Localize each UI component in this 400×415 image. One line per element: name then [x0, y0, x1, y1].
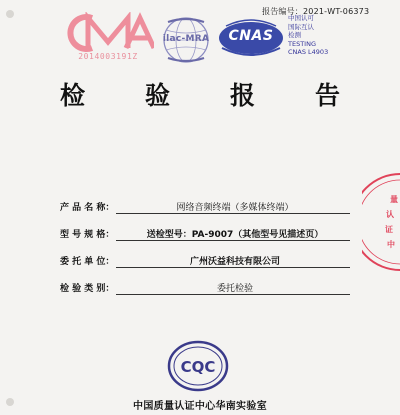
- document-title: [60, 76, 340, 112]
- title-char: 检: [60, 81, 86, 110]
- cnas-info-line: 检测: [288, 31, 301, 39]
- field-model-spec: [60, 225, 350, 241]
- cnas-info-line: TESTING: [288, 39, 316, 48]
- field-label: 型 号 规 格：: [60, 230, 115, 240]
- field-value: 广州沃益科技有限公司: [189, 257, 280, 267]
- cnas-accreditation-info: [288, 14, 328, 57]
- binding-hole: [6, 398, 14, 406]
- title-char: 验: [144, 81, 170, 110]
- cnas-info-line: 国际互认: [288, 22, 314, 31]
- field-client: [60, 252, 350, 268]
- field-label: 产 品 名 称：: [60, 203, 115, 213]
- field-underline: [116, 213, 350, 214]
- field-value: 委托检验: [216, 284, 253, 294]
- field-label: 委 托 单 位：: [60, 257, 115, 267]
- binding-hole: [6, 10, 14, 18]
- field-value: 送检型号：PA-9007（其他型号见描述页）: [146, 230, 324, 240]
- ilac-mra-text: ilac-MRA: [162, 34, 210, 44]
- svg-text:中: 中: [387, 240, 395, 249]
- cnas-mark: [218, 14, 284, 64]
- field-underline: [116, 294, 350, 295]
- seal-icon: [362, 172, 400, 272]
- svg-text:认: 认: [386, 210, 394, 219]
- field-underline: [116, 240, 350, 241]
- cqc-text: CQC: [180, 358, 216, 376]
- report-number: 报告编号：2021-WT-06373: [262, 7, 370, 16]
- title-char: 告: [314, 81, 340, 110]
- ilac-mra-mark: [154, 14, 218, 66]
- field-product-name: [60, 198, 350, 214]
- cqc-mark: [167, 340, 229, 392]
- svg-text:量: 量: [390, 195, 398, 204]
- svg-text:证: 证: [385, 225, 393, 234]
- field-underline: [116, 267, 350, 268]
- field-label: 检 验 类 别：: [60, 284, 115, 294]
- cnas-text: CNAS: [228, 28, 274, 44]
- field-inspection-type: [60, 279, 350, 295]
- laboratory-name: 中国质量认证中心华南实验室: [133, 401, 267, 412]
- title-char: 报: [229, 81, 255, 110]
- cma-code: 2014003191Z: [78, 52, 138, 61]
- official-seal: [362, 172, 400, 272]
- cma-logo-icon: [62, 12, 154, 54]
- cnas-info-line: 中国认可: [288, 14, 314, 22]
- cqc-logo-icon: [167, 340, 229, 392]
- field-value: 网络音频终端（多媒体终端）: [176, 203, 294, 213]
- cnas-info-line: CNAS L4903: [288, 48, 329, 56]
